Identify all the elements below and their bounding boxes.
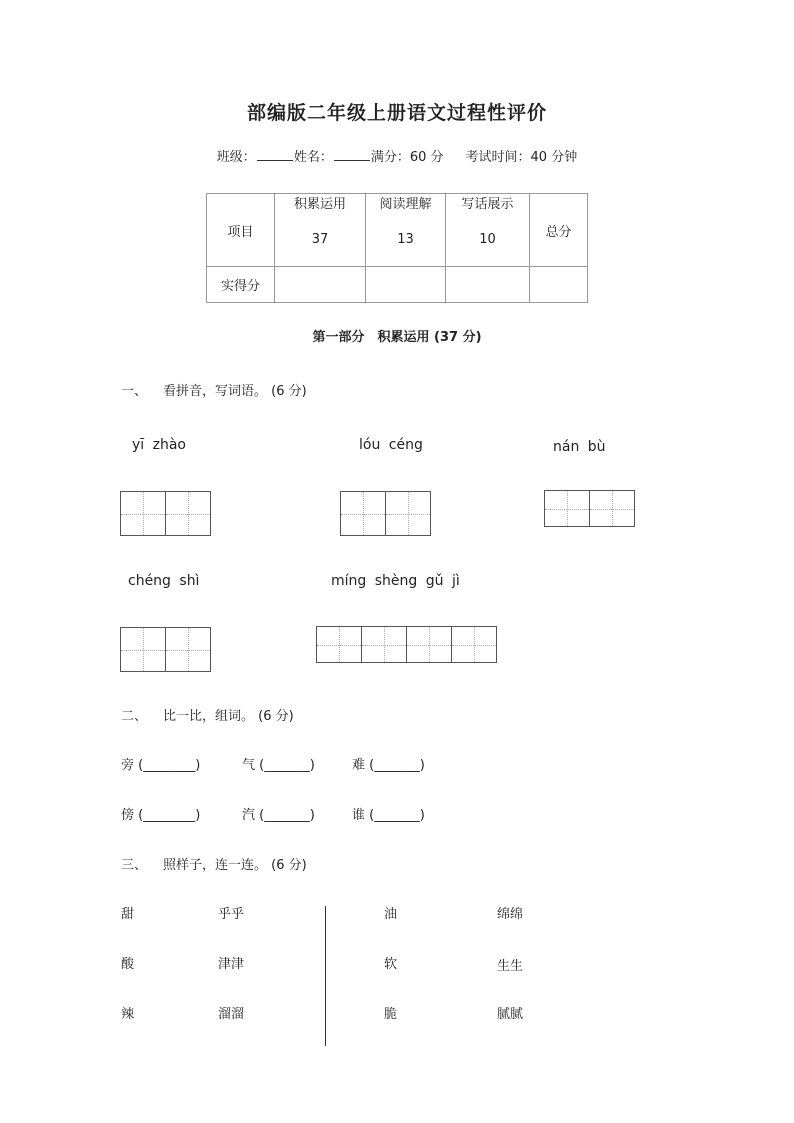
compare-item[interactable]: 旁 (________): [121, 758, 201, 773]
match-word[interactable]: 甜: [121, 907, 135, 922]
match-word[interactable]: 酸: [121, 957, 135, 972]
match-word[interactable]: 津津: [218, 957, 245, 972]
q2-heading: [121, 705, 294, 724]
row-label-item: 项目: [207, 194, 275, 267]
score-cell[interactable]: [366, 267, 446, 303]
writing-grid-1[interactable]: [120, 491, 211, 536]
writing-grid-2[interactable]: [340, 491, 431, 536]
col-writing: [446, 194, 530, 267]
row-label-score: 实得分: [207, 267, 275, 303]
pinyin-2: lóu céng: [359, 437, 423, 453]
q2-number: 二、: [121, 709, 148, 724]
divider-line: [325, 906, 326, 1046]
compare-item[interactable]: 汽 (_______): [242, 808, 315, 823]
q2-text: 比一比，组词。 (6 分): [163, 709, 294, 724]
q1-number: 一、: [121, 384, 148, 399]
exam-time: 考试时间：40 分钟: [465, 150, 578, 165]
pinyin-5: míng shèng gǔ jì: [331, 573, 460, 589]
match-word[interactable]: 油: [384, 907, 398, 922]
compare-item[interactable]: 傍 (________): [121, 808, 201, 823]
compare-item[interactable]: 难 (_______): [352, 758, 425, 773]
match-word[interactable]: 脆: [384, 1007, 398, 1022]
score-cell[interactable]: [530, 267, 588, 303]
score-cell[interactable]: [275, 267, 366, 303]
compare-item[interactable]: 气 (_______): [242, 758, 315, 773]
match-word[interactable]: 乎乎: [218, 907, 245, 922]
class-label: 班级：: [216, 150, 256, 165]
full-score: 满分：60 分: [370, 150, 444, 165]
col-reading: [366, 194, 446, 267]
col-points: 37: [311, 232, 329, 247]
writing-grid-3[interactable]: [544, 490, 635, 527]
score-table: [206, 193, 588, 303]
pinyin-4: chéng shì: [128, 573, 200, 589]
col-accumulation: [275, 194, 366, 267]
col-points: 10: [479, 232, 496, 247]
pinyin-3: nán bù: [553, 439, 606, 455]
pinyin-1: yī zhào: [132, 437, 186, 453]
col-name: 阅读理解: [379, 197, 432, 212]
score-cell[interactable]: [446, 267, 530, 303]
match-word[interactable]: 腻腻: [497, 1007, 524, 1022]
col-points: 13: [397, 232, 414, 247]
q3-heading: [121, 854, 307, 873]
page-title: 部编版二年级上册语文过程性评价: [246, 102, 547, 124]
match-word[interactable]: 软: [384, 957, 398, 972]
class-blank[interactable]: [257, 148, 293, 161]
writing-grid-4[interactable]: [120, 627, 211, 672]
q3-text: 照样子，连一连。 (6 分): [163, 858, 307, 873]
q3-number: 三、: [121, 858, 148, 873]
match-word[interactable]: 辣: [121, 1007, 135, 1022]
q1-text: 看拼音，写词语。 (6 分): [163, 384, 307, 399]
writing-grid-5[interactable]: [316, 626, 497, 663]
exam-info: [0, 146, 794, 165]
col-name: 写话展示: [461, 197, 514, 212]
match-word[interactable]: 生生: [497, 959, 524, 974]
q1-heading: [121, 380, 307, 399]
match-word[interactable]: 溜溜: [218, 1007, 245, 1022]
compare-item[interactable]: 谁 (_______): [352, 808, 425, 823]
part1-title: 第一部分 积累运用 (37 分): [312, 330, 482, 345]
name-label: 姓名：: [293, 150, 333, 165]
col-total: 总分: [530, 194, 588, 267]
name-blank[interactable]: [334, 148, 370, 161]
col-name: 积累运用: [293, 197, 346, 212]
match-word[interactable]: 绵绵: [497, 907, 524, 922]
